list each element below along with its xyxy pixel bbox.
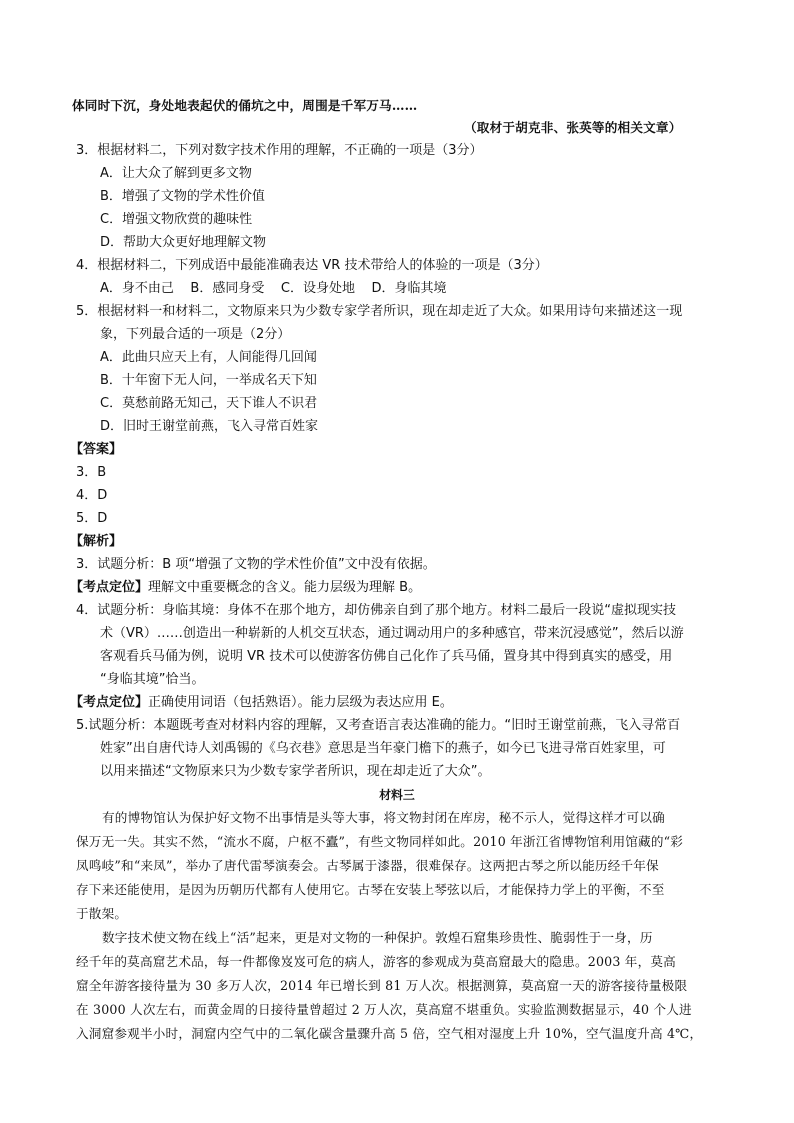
question-3-stem: 3．根据材料二，下列对数字技术作用的理解，不正确的一项是（3分）: [76, 143, 483, 158]
question-5-stem-line2: 象，下列最合适的一项是（2分）: [100, 327, 291, 342]
material-3-para1-line: 于散架。: [76, 906, 128, 921]
answer-item: 3．B: [76, 465, 107, 480]
material-3-para1-line: 保万无一失。其实不然，“流水不腐，户枢不蠹”，有些文物同样如此。2010 年浙江省博物馆利用馆藏的“彩: [76, 834, 684, 849]
analysis-3: 3．试题分析：B 项“增强了文物的学术性价值”文中没有依据。: [76, 557, 436, 572]
analysis-5-line: 以用来描述“文物原来只为少数专家学者所识，现在却走近了大众”。: [100, 764, 491, 779]
q5-option-b: B．十年窗下无人问，一举成名天下知: [100, 373, 317, 388]
point-tag: 【考点定位】: [70, 695, 149, 710]
material-3-para2-line: 数字技术使文物在线上“活”起来，更是对文物的一种保护。敦煌石窟集珍贵性、脆弱性于一身，历: [102, 930, 653, 945]
question-4-stem: 4．根据材料二，下列成语中最能准确表达 VR 技术带给人的体验的一项是（3分）: [76, 258, 548, 273]
q5-option-d: D．旧时王谢堂前燕，飞入寻常百姓家: [100, 419, 319, 434]
point-tag: 【考点定位】: [70, 580, 149, 595]
analysis-heading: 【解析】: [70, 534, 123, 549]
analysis-4-line: “身临其境”恰当。: [100, 672, 205, 687]
analysis-3-point: [70, 578, 421, 598]
analysis-4-line: 4．试题分析：身临其境：身体不在那个地方，却仿佛亲自到了那个地方。材料二最后一段说“虚拟现实技: [76, 603, 677, 618]
q3-option-d: D．帮助大众更好地理解文物: [100, 235, 267, 250]
analysis-4-line: 客观看兵马俑为例，说明 VR 技术可以使游客仿佛自己化作了兵马俑，置身其中得到真实的感受，用: [100, 649, 673, 664]
analysis-5-line: 5.试题分析：本题既考查对材料内容的理解，又考查语言表达准确的能力。“旧时王谢堂前燕，飞入寻常百: [76, 718, 681, 733]
q5-option-c: C．莫愁前路无知己，天下谁人不识君: [100, 396, 318, 411]
analysis-5-line: 姓家”出自唐代诗人刘禹锡的《乌衣巷》意思是当年豪门檐下的燕子，如今已飞进寻常百姓家里，可: [100, 741, 666, 756]
answer-item: 4．D: [76, 488, 108, 503]
material-3-title: 材料三: [379, 788, 415, 802]
q3-option-b: B．增强了文物的学术性价值: [100, 189, 265, 204]
material-3-para1-line: 有的博物馆认为保护好文物不出事情是头等大事，将文物封闭在库房，秘不示人，觉得这样才可以确: [102, 810, 665, 825]
q4-options: A．身不由己 B．感同身受 C．设身处地 D．身临其境: [100, 281, 447, 296]
analysis-4-line: 术（VR）……创造出一种崭新的人机交互状态，通过调动用户的多种感官，带来沉浸感觉”，然后以游: [100, 626, 684, 641]
material-3-para1-line: 凤鸣岐”和“来凤”，举办了唐代雷琴演奏会。古琴属于漆器，很难保存。这两把古琴之所以能历经千年保: [76, 858, 659, 873]
material-3-para2-line: 窟全年游客接待量为 30 多万人次，2014 年已增长到 81 万人次。根据测算，莫高窟一天的游客接待量极限: [76, 978, 688, 993]
passage-source: （取材于胡克非、张英等的相关文章）: [464, 120, 682, 135]
material-3-para2-line: 在 3000 人次左右，而黄金周的日接待量曾超过 2 万人次，莫高窟不堪重负。实验监测数据显示，40 个人进: [76, 1002, 692, 1017]
answer-item: 5．D: [76, 511, 108, 526]
question-5-stem-line1: 5．根据材料一和材料二，文物原来只为少数专家学者所识，现在却走近了大众。如果用诗句来描述这一现: [76, 304, 683, 319]
q5-option-a: A．此曲只应天上有，人间能得几回闻: [100, 350, 317, 365]
material-3-para2-line: 入洞窟参观半小时，洞窟内空气中的二氧化碳含量骤升高 5 倍，空气相对湿度上升 10%，空气温度升高 4℃，: [76, 1026, 703, 1041]
answer-heading: 【答案】: [70, 442, 123, 457]
q3-option-a: A．让大众了解到更多文物: [100, 166, 252, 181]
material-3-para1-line: 存下来还能使用，是因为历朝历代都有人使用它。古琴在安装上琴弦以后，才能保持力学上的平衡，不至: [76, 882, 665, 897]
q3-option-c: C．增强文物欣赏的趣味性: [100, 212, 253, 227]
material-3-para2-line: 经千年的莫高窟艺术品，每一件都像岌岌可危的病人，游客的参观成为莫高窟最大的隐患。2003 年，莫高: [76, 954, 676, 969]
point-text: 正确使用词语（包括熟语）。能力层级为表达应用 E。: [148, 695, 453, 710]
analysis-4-point: [70, 693, 453, 713]
point-text: 理解文中重要概念的含义。能力层级为理解 B。: [148, 580, 422, 595]
passage-line: 体同时下沉，身处地表起伏的俑坑之中，周围是千军万马……: [72, 98, 418, 113]
